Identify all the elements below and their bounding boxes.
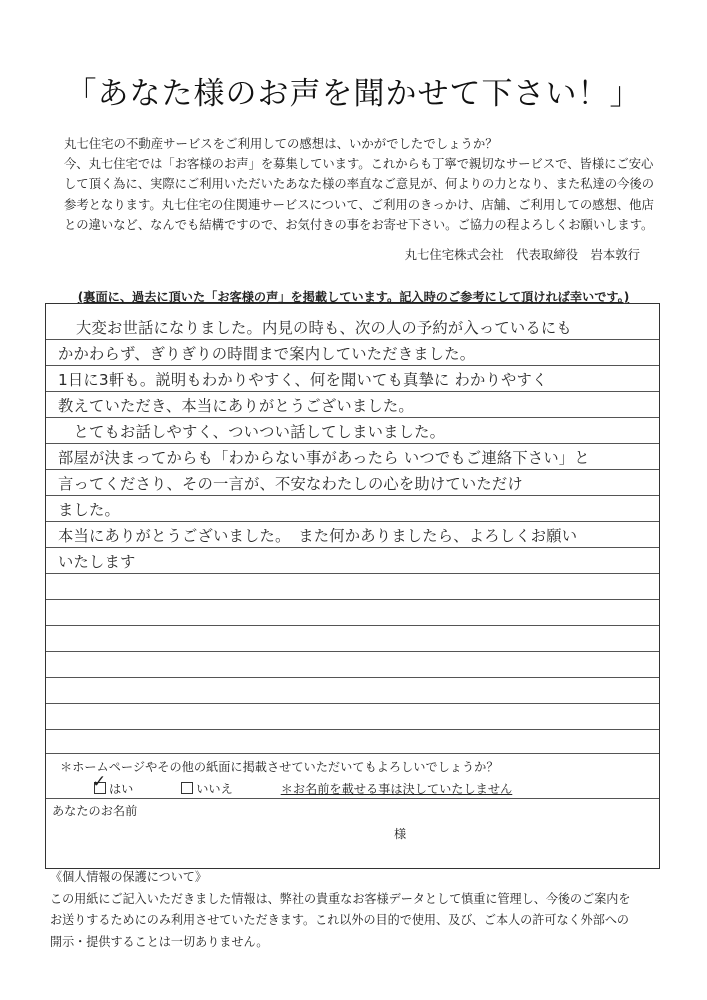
consent-no-label: いいえ <box>196 782 233 796</box>
intro-line: して頂く為に、実際にご利用いただいたあなた様の率直なご意見が、何よりの力となり、また私達の今後の <box>64 176 654 192</box>
consent-yes-label: はい <box>109 782 134 796</box>
privacy-line: お送りするためにのみ利用させていただきます。これ以外の目的で使用、及び、ご本人の許可なく外部への <box>50 912 630 927</box>
handwritten-line: いたします <box>58 553 136 571</box>
ruled-line <box>46 521 659 522</box>
ruled-line <box>46 573 659 574</box>
ruled-line <box>46 495 659 496</box>
ruled-line <box>46 469 659 470</box>
ruled-line <box>46 365 659 366</box>
ruled-line <box>46 391 659 392</box>
intro-line: 今、丸七住宅では「お客様のお声」を募集しています。これからも丁寧で親切なサービスで、皆様にご安心 <box>64 156 654 172</box>
consent-yes-checkbox[interactable] <box>92 772 107 794</box>
ruled-line <box>46 547 659 548</box>
handwritten-line: 大変お世話になりました。内見の時も、次の人の予約が入っているにも <box>76 319 572 337</box>
handwritten-line: 言ってくださり、その一言が、不安なわたしの心を助けていただけ <box>58 475 523 493</box>
ruled-line <box>46 651 659 652</box>
name-privacy-note: ＊お名前を載せる事は決していたしません <box>280 782 513 796</box>
consent-yes-option[interactable] <box>92 772 134 796</box>
ruled-line <box>46 625 659 626</box>
page-title: 「あなた様のお声を聞かせて下さい！」 <box>65 76 642 112</box>
section-divider <box>46 798 659 799</box>
consent-no-checkbox[interactable] <box>181 782 193 794</box>
ruled-line <box>46 443 659 444</box>
privacy-line: この用紙にご記入いただきました情報は、弊社の貴重なお客様データとして慎重に管理し、今後のご案内を <box>50 890 631 906</box>
handwritten-line: ました。 <box>58 501 120 519</box>
notice-text: (裏面に、過去に頂いた「お客様の声」を掲載しています。記入時のご参考にして頂ければ幸いです。) <box>77 290 630 304</box>
ruled-line <box>46 729 659 730</box>
intro-line: 丸七住宅の不動産サービスをご利用しての感想は、いかがでしたでしょうか？ <box>64 136 498 151</box>
handwritten-line: 教えていただき、本当にありがとうございました。 <box>58 397 414 415</box>
privacy-policy <box>50 866 680 952</box>
publish-consent-question: ＊ホームページやその他の紙面に掲載させていただいてもよろしいでしょうか？ <box>60 760 499 774</box>
intro-text <box>64 134 654 235</box>
privacy-line: 開示・提供することは一切ありません。 <box>50 933 269 949</box>
handwritten-line: かかわらず、ぎりぎりの時間まで案内していただきました。 <box>58 345 476 363</box>
consent-no-option[interactable] <box>181 782 233 796</box>
publish-consent-options <box>92 772 513 797</box>
ruled-line <box>46 703 659 704</box>
handwritten-line: 1日に3軒も。説明もわかりやすく、何を聞いても真摯に わかりやすく <box>58 371 548 389</box>
name-field-label: あなたのお名前 <box>52 804 138 818</box>
handwritten-line: 部屋が決まってからも「わからない事があったら いつでもご連絡下さい」と <box>58 449 590 467</box>
ruled-line <box>46 599 659 600</box>
name-honorific: 様 <box>394 827 407 841</box>
privacy-heading: 《個人情報の保護について》 <box>50 869 207 884</box>
check-mark-icon: ✓ <box>92 772 107 792</box>
handwritten-line: とてもお話しやすく、ついつい話してしまいました。 <box>58 423 446 441</box>
ruled-line <box>46 753 659 754</box>
company-signature: 丸七住宅株式会社 代表取締役 岩本敦行 <box>404 247 640 262</box>
intro-line: 参考となります。丸七住宅の住関連サービスについて、ご利用のきっかけ、店舗、ご利用しての感想、他店 <box>64 196 654 212</box>
handwritten-line: 本当にありがとうございました。 また何かありましたら、よろしくお願い <box>58 527 578 545</box>
intro-line: との違いなど、なんでも結構ですので、お気付きの事をお寄せ下さい。ご協力の程よろしくお願いします。 <box>64 216 654 232</box>
comment-form <box>45 303 660 869</box>
ruled-line <box>46 339 659 340</box>
ruled-line <box>46 417 659 418</box>
ruled-line <box>46 677 659 678</box>
